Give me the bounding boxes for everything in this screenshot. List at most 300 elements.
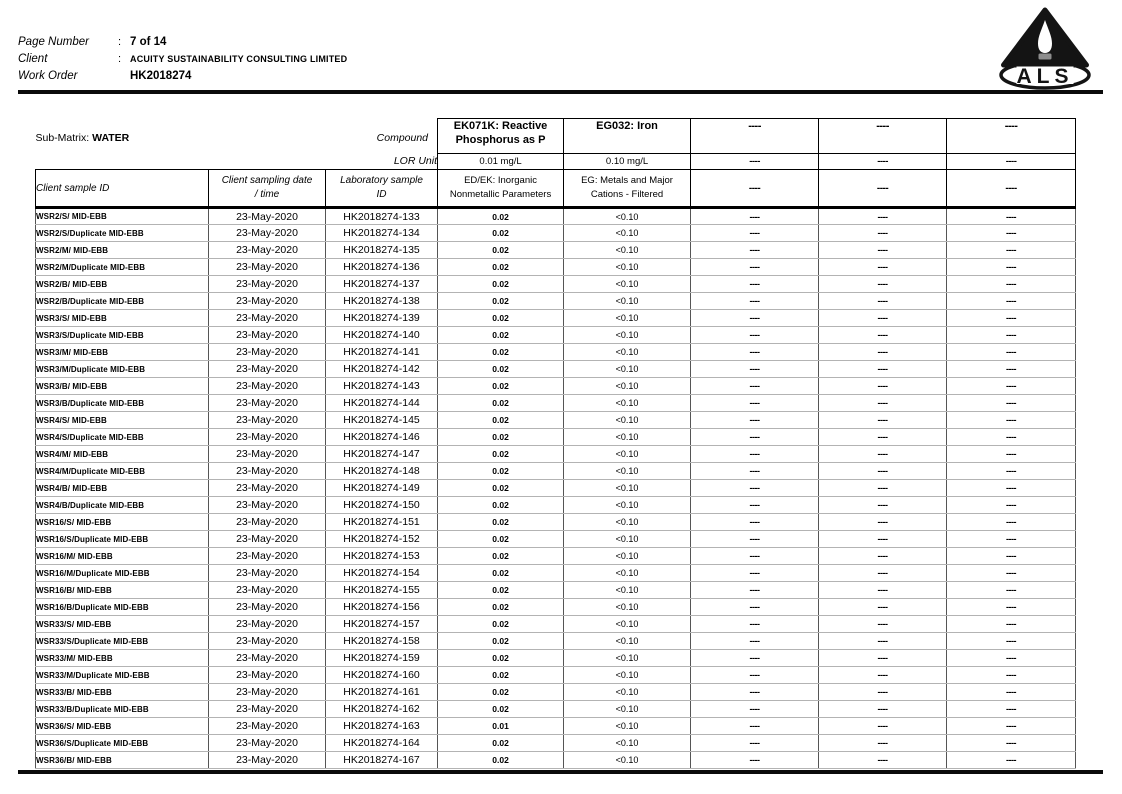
empty-result: ---- xyxy=(947,701,1076,718)
colon: : xyxy=(118,36,122,48)
empty-result: ---- xyxy=(819,344,947,361)
table-row xyxy=(36,531,1076,548)
column-header-row xyxy=(36,170,1076,208)
laboratory-sample-id: HK2018274-142 xyxy=(326,361,438,378)
iron-value: <0.10 xyxy=(564,514,691,531)
method-name-line1: EG: Metals and Major xyxy=(581,175,673,186)
empty-result: ---- xyxy=(691,582,819,599)
compound-row-label: Compound xyxy=(376,131,429,144)
phosphorus-value: 0.02 xyxy=(438,225,564,242)
iron-value: <0.10 xyxy=(564,446,691,463)
table-row xyxy=(36,633,1076,650)
table-row xyxy=(36,225,1076,242)
sampling-date: 23-May-2020 xyxy=(209,327,326,344)
table-row xyxy=(36,514,1076,531)
lor-row-label: LOR Unit xyxy=(393,155,438,168)
empty-result: ---- xyxy=(819,480,947,497)
sub-matrix-value: WATER xyxy=(92,131,130,144)
empty-result: ---- xyxy=(691,531,819,548)
sampling-date: 23-May-2020 xyxy=(209,582,326,599)
page-number-label: Page Number xyxy=(18,36,89,48)
laboratory-sample-id: HK2018274-148 xyxy=(326,463,438,480)
empty-result: ---- xyxy=(691,616,819,633)
empty-result: ---- xyxy=(947,378,1076,395)
empty-result: ---- xyxy=(947,259,1076,276)
iron-value: <0.10 xyxy=(564,259,691,276)
sampling-date: 23-May-2020 xyxy=(209,310,326,327)
laboratory-sample-id: HK2018274-157 xyxy=(326,616,438,633)
laboratory-sample-id: HK2018274-137 xyxy=(326,276,438,293)
empty-result: ---- xyxy=(947,633,1076,650)
sampling-date: 23-May-2020 xyxy=(209,565,326,582)
phosphorus-value: 0.02 xyxy=(438,412,564,429)
results-table xyxy=(35,118,1076,769)
sampling-date: 23-May-2020 xyxy=(209,480,326,497)
laboratory-sample-id: HK2018274-140 xyxy=(326,327,438,344)
empty-result: ---- xyxy=(819,378,947,395)
compound-name-line1: EK071K: Reactive xyxy=(453,120,548,132)
sampling-date: 23-May-2020 xyxy=(209,293,326,310)
client-sample-id: WSR2/M/Duplicate MID-EBB xyxy=(36,259,209,276)
sampling-date: 23-May-2020 xyxy=(209,667,326,684)
laboratory-sample-id: HK2018274-155 xyxy=(326,582,438,599)
iron-value: <0.10 xyxy=(564,582,691,599)
lor-empty: ---- xyxy=(691,154,819,170)
laboratory-sample-id: HK2018274-154 xyxy=(326,565,438,582)
empty-result: ---- xyxy=(947,276,1076,293)
table-row xyxy=(36,735,1076,752)
client-sample-id: WSR2/B/ MID-EBB xyxy=(36,276,209,293)
client-sample-id: WSR36/S/ MID-EBB xyxy=(36,718,209,735)
sampling-date: 23-May-2020 xyxy=(209,599,326,616)
iron-value: <0.10 xyxy=(564,327,691,344)
sampling-date: 23-May-2020 xyxy=(209,616,326,633)
page-header xyxy=(18,36,347,87)
empty-result: ---- xyxy=(947,395,1076,412)
table-row xyxy=(36,259,1076,276)
empty-result: ---- xyxy=(691,242,819,259)
sampling-date: 23-May-2020 xyxy=(209,378,326,395)
table-row xyxy=(36,378,1076,395)
phosphorus-value: 0.02 xyxy=(438,310,564,327)
page-bottom-rule xyxy=(18,770,1103,774)
client-sample-id: WSR16/M/ MID-EBB xyxy=(36,548,209,565)
client-sample-id: WSR3/B/Duplicate MID-EBB xyxy=(36,395,209,412)
iron-value: <0.10 xyxy=(564,616,691,633)
empty-result: ---- xyxy=(819,310,947,327)
laboratory-sample-id: HK2018274-145 xyxy=(326,412,438,429)
laboratory-sample-id: HK2018274-152 xyxy=(326,531,438,548)
phosphorus-value: 0.02 xyxy=(438,548,564,565)
sampling-date: 23-May-2020 xyxy=(209,684,326,701)
empty-result: ---- xyxy=(819,225,947,242)
empty-result: ---- xyxy=(691,259,819,276)
work-order-label: Work Order xyxy=(18,70,78,82)
iron-value: <0.10 xyxy=(564,310,691,327)
empty-result: ---- xyxy=(819,531,947,548)
table-row xyxy=(36,293,1076,310)
method-name-line2: Nonmetallic Parameters xyxy=(449,189,552,200)
table-row xyxy=(36,599,1076,616)
empty-result: ---- xyxy=(947,684,1076,701)
phosphorus-value: 0.02 xyxy=(438,633,564,650)
iron-value: <0.10 xyxy=(564,650,691,667)
sampling-date: 23-May-2020 xyxy=(209,208,326,225)
laboratory-sample-id: HK2018274-135 xyxy=(326,242,438,259)
phosphorus-value: 0.02 xyxy=(438,616,564,633)
laboratory-sample-id: HK2018274-136 xyxy=(326,259,438,276)
iron-value: <0.10 xyxy=(564,344,691,361)
empty-result: ---- xyxy=(691,327,819,344)
method-name-line2: Cations - Filtered xyxy=(590,189,664,200)
table-row xyxy=(36,650,1076,667)
empty-result: ---- xyxy=(691,344,819,361)
compound-header-iron xyxy=(564,119,691,154)
empty-result: ---- xyxy=(947,548,1076,565)
empty-result: ---- xyxy=(947,514,1076,531)
table-row xyxy=(36,429,1076,446)
phosphorus-value: 0.02 xyxy=(438,446,564,463)
phosphorus-value: 0.02 xyxy=(438,735,564,752)
phosphorus-value: 0.02 xyxy=(438,531,564,548)
sampling-date-header-line2: / time xyxy=(254,189,280,200)
table-row xyxy=(36,565,1076,582)
sub-matrix xyxy=(36,132,130,144)
empty-result: ---- xyxy=(691,752,819,769)
lor-empty: ---- xyxy=(819,154,947,170)
empty-result: ---- xyxy=(691,480,819,497)
empty-result: ---- xyxy=(947,446,1076,463)
lor-empty: ---- xyxy=(947,154,1076,170)
client-sample-id: WSR4/B/ MID-EBB xyxy=(36,480,209,497)
iron-value: <0.10 xyxy=(564,497,691,514)
empty-result: ---- xyxy=(819,718,947,735)
empty-result: ---- xyxy=(819,667,947,684)
sampling-date-header-line1: Client sampling date xyxy=(221,175,313,186)
empty-result: ---- xyxy=(947,208,1076,225)
phosphorus-value: 0.02 xyxy=(438,463,564,480)
client-sample-id: WSR33/S/ MID-EBB xyxy=(36,616,209,633)
iron-value: <0.10 xyxy=(564,752,691,769)
client-sample-id: WSR16/B/ MID-EBB xyxy=(36,582,209,599)
phosphorus-value: 0.02 xyxy=(438,378,564,395)
sampling-date: 23-May-2020 xyxy=(209,548,326,565)
sampling-date: 23-May-2020 xyxy=(209,497,326,514)
iron-value: <0.10 xyxy=(564,684,691,701)
sampling-date: 23-May-2020 xyxy=(209,718,326,735)
laboratory-sample-id: HK2018274-163 xyxy=(326,718,438,735)
sampling-date: 23-May-2020 xyxy=(209,650,326,667)
table-row xyxy=(36,361,1076,378)
table-row xyxy=(36,480,1076,497)
iron-value: <0.10 xyxy=(564,565,691,582)
phosphorus-value: 0.02 xyxy=(438,650,564,667)
empty-result: ---- xyxy=(819,565,947,582)
empty-result: ---- xyxy=(691,310,819,327)
table-row xyxy=(36,276,1076,293)
client-sample-id: WSR3/B/ MID-EBB xyxy=(36,378,209,395)
empty-result: ---- xyxy=(947,565,1076,582)
table-row xyxy=(36,667,1076,684)
compound-header-row xyxy=(36,119,1076,154)
empty-result: ---- xyxy=(691,276,819,293)
empty-result: ---- xyxy=(947,361,1076,378)
method-header-empty: ---- xyxy=(691,170,819,208)
laboratory-sample-id: HK2018274-138 xyxy=(326,293,438,310)
phosphorus-value: 0.01 xyxy=(438,718,564,735)
empty-result: ---- xyxy=(691,412,819,429)
phosphorus-value: 0.02 xyxy=(438,565,564,582)
empty-result: ---- xyxy=(691,395,819,412)
iron-value: <0.10 xyxy=(564,667,691,684)
empty-result: ---- xyxy=(819,735,947,752)
iron-value: <0.10 xyxy=(564,633,691,650)
sampling-date: 23-May-2020 xyxy=(209,225,326,242)
method-name-line1: ED/EK: Inorganic xyxy=(464,175,537,186)
empty-result: ---- xyxy=(947,752,1076,769)
empty-result: ---- xyxy=(947,225,1076,242)
client-sample-id: WSR3/S/ MID-EBB xyxy=(36,310,209,327)
empty-result: ---- xyxy=(819,650,947,667)
phosphorus-value: 0.02 xyxy=(438,514,564,531)
als-logo xyxy=(990,7,1100,96)
phosphorus-value: 0.02 xyxy=(438,599,564,616)
sampling-date: 23-May-2020 xyxy=(209,633,326,650)
empty-result: ---- xyxy=(819,293,947,310)
phosphorus-value: 0.02 xyxy=(438,395,564,412)
empty-result: ---- xyxy=(691,565,819,582)
als-logo-text: ALS xyxy=(1016,65,1074,88)
sampling-date: 23-May-2020 xyxy=(209,276,326,293)
empty-result: ---- xyxy=(691,650,819,667)
client-row xyxy=(18,53,347,70)
empty-result: ---- xyxy=(691,463,819,480)
laboratory-sample-id: HK2018274-134 xyxy=(326,225,438,242)
empty-result: ---- xyxy=(691,225,819,242)
empty-result: ---- xyxy=(947,480,1076,497)
table-row xyxy=(36,684,1076,701)
phosphorus-value: 0.02 xyxy=(438,684,564,701)
empty-result: ---- xyxy=(819,684,947,701)
empty-result: ---- xyxy=(947,667,1076,684)
sampling-date: 23-May-2020 xyxy=(209,752,326,769)
empty-result: ---- xyxy=(691,514,819,531)
compound-name: EG032: Iron xyxy=(596,120,658,132)
empty-result: ---- xyxy=(819,514,947,531)
table-row xyxy=(36,446,1076,463)
lor-unit-row xyxy=(36,154,1076,170)
iron-value: <0.10 xyxy=(564,548,691,565)
phosphorus-value: 0.02 xyxy=(438,361,564,378)
empty-result: ---- xyxy=(691,633,819,650)
client-sample-id: WSR2/B/Duplicate MID-EBB xyxy=(36,293,209,310)
laboratory-sample-id: HK2018274-158 xyxy=(326,633,438,650)
sampling-date: 23-May-2020 xyxy=(209,735,326,752)
sampling-date: 23-May-2020 xyxy=(209,531,326,548)
empty-result: ---- xyxy=(691,667,819,684)
client-sample-id: WSR36/S/Duplicate MID-EBB xyxy=(36,735,209,752)
client-sample-id: WSR33/B/Duplicate MID-EBB xyxy=(36,701,209,718)
phosphorus-value: 0.02 xyxy=(438,480,564,497)
empty-result: ---- xyxy=(819,616,947,633)
lab-sample-id-header-line2: ID xyxy=(376,189,387,200)
empty-result: ---- xyxy=(691,701,819,718)
sampling-date: 23-May-2020 xyxy=(209,463,326,480)
phosphorus-value: 0.02 xyxy=(438,208,564,225)
colon: : xyxy=(118,53,122,65)
table-row xyxy=(36,395,1076,412)
page-number-row xyxy=(18,36,347,53)
empty-result: ---- xyxy=(819,429,947,446)
iron-value: <0.10 xyxy=(564,242,691,259)
client-sample-id: WSR4/M/Duplicate MID-EBB xyxy=(36,463,209,480)
table-row xyxy=(36,242,1076,259)
laboratory-sample-id: HK2018274-156 xyxy=(326,599,438,616)
table-row xyxy=(36,548,1076,565)
table-row xyxy=(36,616,1076,633)
method-header-empty: ---- xyxy=(819,170,947,208)
table-row xyxy=(36,752,1076,769)
client-sample-id: WSR4/S/ MID-EBB xyxy=(36,412,209,429)
empty-result: ---- xyxy=(691,548,819,565)
sampling-date: 23-May-2020 xyxy=(209,259,326,276)
table-row xyxy=(36,701,1076,718)
client-label: Client xyxy=(18,53,48,65)
laboratory-sample-id: HK2018274-153 xyxy=(326,548,438,565)
laboratory-sample-id: HK2018274-141 xyxy=(326,344,438,361)
empty-result: ---- xyxy=(947,463,1076,480)
client-sample-id: WSR16/M/Duplicate MID-EBB xyxy=(36,565,209,582)
compound-header-empty: ---- xyxy=(819,119,947,154)
empty-result: ---- xyxy=(819,208,947,225)
table-row xyxy=(36,497,1076,514)
empty-result: ---- xyxy=(947,531,1076,548)
table-row xyxy=(36,412,1076,429)
laboratory-sample-id: HK2018274-144 xyxy=(326,395,438,412)
empty-result: ---- xyxy=(947,293,1076,310)
laboratory-sample-id: HK2018274-164 xyxy=(326,735,438,752)
empty-result: ---- xyxy=(819,701,947,718)
empty-result: ---- xyxy=(947,599,1076,616)
sampling-date: 23-May-2020 xyxy=(209,701,326,718)
sampling-date: 23-May-2020 xyxy=(209,242,326,259)
empty-result: ---- xyxy=(819,497,947,514)
empty-result: ---- xyxy=(691,446,819,463)
client-sample-id: WSR3/M/Duplicate MID-EBB xyxy=(36,361,209,378)
empty-result: ---- xyxy=(691,718,819,735)
empty-result: ---- xyxy=(819,599,947,616)
empty-result: ---- xyxy=(947,344,1076,361)
sampling-date: 23-May-2020 xyxy=(209,395,326,412)
compound-header-empty: ---- xyxy=(947,119,1076,154)
iron-value: <0.10 xyxy=(564,395,691,412)
lab-sample-id-header-line1: Laboratory sample xyxy=(340,175,423,186)
phosphorus-value: 0.02 xyxy=(438,259,564,276)
compound-name-line2: Phosphorus as P xyxy=(455,134,546,146)
empty-result: ---- xyxy=(819,242,947,259)
sampling-date: 23-May-2020 xyxy=(209,412,326,429)
laboratory-sample-id: HK2018274-133 xyxy=(326,208,438,225)
phosphorus-value: 0.02 xyxy=(438,344,564,361)
empty-result: ---- xyxy=(947,616,1076,633)
phosphorus-value: 0.02 xyxy=(438,242,564,259)
header-divider-rule xyxy=(18,90,1103,94)
lor-iron: 0.10 mg/L xyxy=(564,154,691,170)
empty-result: ---- xyxy=(819,548,947,565)
client-value: ACUITY SUSTAINABILITY CONSULTING LIMITED xyxy=(130,54,348,64)
laboratory-sample-id: HK2018274-162 xyxy=(326,701,438,718)
client-sample-id: WSR16/B/Duplicate MID-EBB xyxy=(36,599,209,616)
empty-result: ---- xyxy=(691,497,819,514)
client-sample-id: WSR4/B/Duplicate MID-EBB xyxy=(36,497,209,514)
table-row xyxy=(36,344,1076,361)
empty-result: ---- xyxy=(819,633,947,650)
phosphorus-value: 0.02 xyxy=(438,276,564,293)
phosphorus-value: 0.02 xyxy=(438,327,564,344)
iron-value: <0.10 xyxy=(564,735,691,752)
client-sample-id: WSR33/S/Duplicate MID-EBB xyxy=(36,633,209,650)
empty-result: ---- xyxy=(691,361,819,378)
method-header-phosphorus xyxy=(438,170,564,208)
method-header-iron xyxy=(564,170,691,208)
sampling-date: 23-May-2020 xyxy=(209,429,326,446)
empty-result: ---- xyxy=(819,259,947,276)
table-row xyxy=(36,582,1076,599)
phosphorus-value: 0.02 xyxy=(438,701,564,718)
empty-result: ---- xyxy=(691,378,819,395)
method-header-empty: ---- xyxy=(947,170,1076,208)
sampling-date: 23-May-2020 xyxy=(209,514,326,531)
empty-result: ---- xyxy=(947,718,1076,735)
iron-value: <0.10 xyxy=(564,378,691,395)
client-sample-id: WSR2/M/ MID-EBB xyxy=(36,242,209,259)
iron-value: <0.10 xyxy=(564,480,691,497)
client-sample-id: WSR36/B/ MID-EBB xyxy=(36,752,209,769)
iron-value: <0.10 xyxy=(564,599,691,616)
client-sample-id: WSR16/S/ MID-EBB xyxy=(36,514,209,531)
als-logo-icon xyxy=(990,7,1100,91)
empty-result: ---- xyxy=(947,412,1076,429)
empty-result: ---- xyxy=(691,293,819,310)
empty-result: ---- xyxy=(819,752,947,769)
client-sample-id: WSR4/S/Duplicate MID-EBB xyxy=(36,429,209,446)
client-sample-id: WSR33/M/Duplicate MID-EBB xyxy=(36,667,209,684)
compound-header-phosphorus xyxy=(438,119,564,154)
laboratory-sample-id: HK2018274-146 xyxy=(326,429,438,446)
client-sample-id: WSR16/S/Duplicate MID-EBB xyxy=(36,531,209,548)
table-row xyxy=(36,310,1076,327)
client-sample-id: WSR4/M/ MID-EBB xyxy=(36,446,209,463)
iron-value: <0.10 xyxy=(564,225,691,242)
empty-result: ---- xyxy=(819,446,947,463)
laboratory-sample-id: HK2018274-160 xyxy=(326,667,438,684)
empty-result: ---- xyxy=(691,208,819,225)
client-sample-id: WSR3/M/ MID-EBB xyxy=(36,344,209,361)
empty-result: ---- xyxy=(819,582,947,599)
empty-result: ---- xyxy=(947,735,1076,752)
empty-result: ---- xyxy=(691,599,819,616)
empty-result: ---- xyxy=(947,582,1076,599)
iron-value: <0.10 xyxy=(564,463,691,480)
laboratory-sample-id: HK2018274-139 xyxy=(326,310,438,327)
client-sample-id: WSR3/S/Duplicate MID-EBB xyxy=(36,327,209,344)
page-number-value: 7 of 14 xyxy=(130,36,167,48)
iron-value: <0.10 xyxy=(564,429,691,446)
client-sample-id: WSR33/M/ MID-EBB xyxy=(36,650,209,667)
empty-result: ---- xyxy=(691,429,819,446)
iron-value: <0.10 xyxy=(564,208,691,225)
table-row xyxy=(36,327,1076,344)
